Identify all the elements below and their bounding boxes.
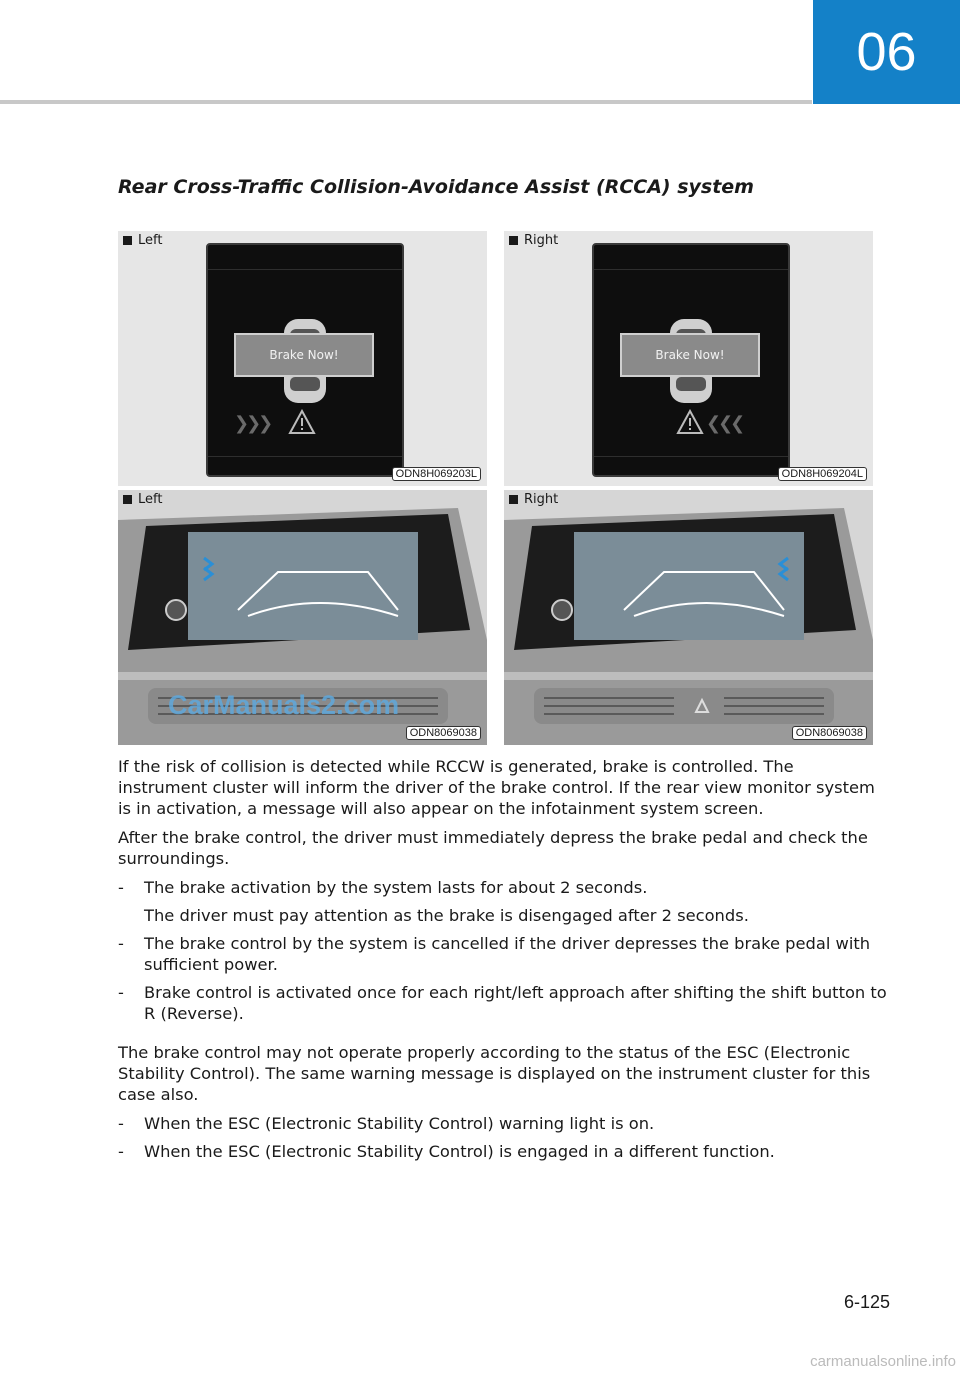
figure-code: ODN8069038 <box>406 726 481 740</box>
square-bullet-icon <box>123 495 132 504</box>
bullet-continuation: The driver must pay attention as the brake is disengaged after 2 seconds. <box>144 906 749 925</box>
figure-cluster-left <box>118 231 487 486</box>
watermark-text: CarManuals2.com <box>168 690 400 720</box>
figure-cluster-right <box>504 231 873 486</box>
warning-triangle-icon <box>676 409 704 435</box>
bullet-item: - When the ESC (Electronic Stability Control) warning light is on. <box>118 1114 655 1133</box>
paragraph: After the brake control, the driver must immediately depress the brake pedal and check the surroundings. <box>118 828 868 868</box>
instrument-cluster-display <box>206 243 404 477</box>
bullet-item: - Brake control is activated once for each right/left approach after shifting the shift button to R (Reverse). <box>118 983 887 1023</box>
section-title: Rear Cross-Traffic Collision-Avoidance Assist (RCCA) system <box>118 176 754 198</box>
bullet-item: - The brake control by the system is cancelled if the driver depresses the brake pedal with sufficient power. <box>118 934 871 974</box>
warning-triangle-icon <box>288 409 316 435</box>
figure-label: Left <box>123 492 162 507</box>
figure-label: Right <box>509 233 558 248</box>
bullet-item: - When the ESC (Electronic Stability Control) is engaged in a different function. <box>118 1142 775 1161</box>
figure-label: Left <box>123 233 162 248</box>
paragraph: If the risk of collision is detected while RCCW is generated, brake is controlled. The instrument cluster will inform the driver of the brake control. If the rear view monitor system is in activation, a message will also appear on the infotainment system screen. <box>118 757 875 818</box>
square-bullet-icon <box>123 236 132 245</box>
figure-code: ODN8069038 <box>792 726 867 740</box>
bullet-item: - The brake activation by the system lasts for about 2 seconds. <box>118 878 648 897</box>
figure-code: ODN8H069204L <box>778 467 867 481</box>
chevron-right-arrows-icon: ❯❯❯ <box>234 413 271 434</box>
page-number: 6-125 <box>843 1292 890 1312</box>
infotainment-dashboard-illustration <box>504 490 873 745</box>
chapter-tab: 06 <box>813 0 960 104</box>
figure-infotainment-left <box>118 490 487 745</box>
brake-now-popup: Brake Now! <box>620 333 760 377</box>
square-bullet-icon <box>509 236 518 245</box>
paragraph: The brake control may not operate properly according to the status of the ESC (Electronic Stability Control). The same warning message is displayed on the instrument cluster for this case also. <box>118 1043 871 1104</box>
footer-site-link[interactable]: carmanualsonline.info <box>810 1353 956 1370</box>
figure-code: ODN8H069203L <box>392 467 481 481</box>
square-bullet-icon <box>509 495 518 504</box>
header-rule <box>0 100 812 104</box>
brake-now-popup: Brake Now! <box>234 333 374 377</box>
figure-infotainment-right <box>504 490 873 745</box>
instrument-cluster-display <box>592 243 790 477</box>
figure-label: Right <box>509 492 558 507</box>
body-text <box>118 756 888 1169</box>
chevron-left-arrows-icon: ❮❮❮ <box>706 413 743 434</box>
